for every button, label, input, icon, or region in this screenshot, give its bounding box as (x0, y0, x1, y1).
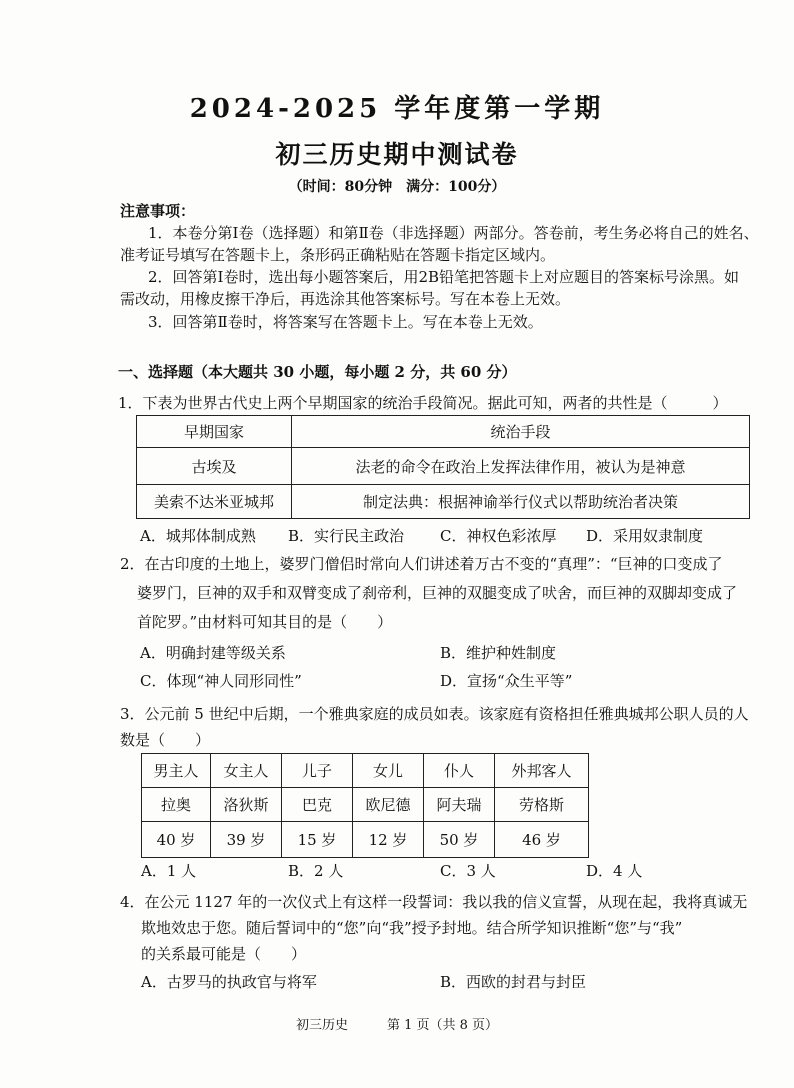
table-cell: 阿夫瑞 (424, 788, 495, 822)
notice-heading: 注意事项： (120, 202, 196, 220)
table-cell: 39 岁 (211, 822, 282, 858)
exam-subtitle: 初三历史期中测试卷 (275, 140, 519, 169)
table-cell: 拉奥 (142, 788, 211, 822)
option-d: D．4 人 (586, 862, 643, 880)
q3-table (141, 753, 589, 858)
option-a: A．城邦体制成熟 (140, 527, 256, 545)
question-line: 数是（ ） (120, 731, 211, 749)
table-cell: 外邦客人 (495, 754, 589, 788)
question-line: 4．在公元 1127 年的一次仪式上有这样一段誓词：我以我的信义宣誓，从现在起，我将真诚无 (120, 893, 748, 911)
option-b: B．实行民主政治 (288, 527, 405, 545)
table-cell: 法老的命令在政治上发挥法律作用，被认为是神意 (292, 448, 750, 485)
question-line: 的关系最可能是（ ） (141, 945, 307, 963)
exam-title: 2024-2025 学年度第一学期 (189, 94, 605, 124)
table-cell: 儿子 (282, 754, 353, 788)
option-b: B．2 人 (288, 862, 344, 880)
option-a: A．1 人 (141, 862, 197, 880)
question-line: 2．在古印度的土地上，婆罗门僧侣时常向人们讲述着万古不变的“真理”：“巨神的口变成了 (120, 555, 723, 573)
table-cell: 12 岁 (353, 822, 424, 858)
table-cell: 欧尼德 (353, 788, 424, 822)
table-cell: 巴克 (282, 788, 353, 822)
table-cell: 女儿 (353, 754, 424, 788)
q1-table (136, 415, 750, 519)
table-cell: 制定法典：根据神谕举行仪式以帮助统治者决策 (292, 485, 750, 519)
option-a: A．明确封建等级关系 (140, 644, 286, 662)
notice-line: 需改动，用橡皮擦干净后，再选涂其他答案标号。写在本卷上无效。 (120, 290, 571, 308)
option-d: D．宣扬“众生平等” (440, 672, 573, 690)
notice-line: 2．回答第Ⅰ卷时，选出每小题答案后，用2B铅笔把答题卡上对应题目的答案标号涂黑。如 (148, 268, 740, 286)
table-header: 早期国家 (137, 416, 292, 448)
table-cell: 46 岁 (495, 822, 589, 858)
option-b: B．西欧的封君与封臣 (440, 973, 587, 991)
option-c: C．3 人 (440, 862, 496, 880)
page-footer: 初三历史 第 1 页（共 8 页） (295, 1018, 499, 1033)
question-line: 婆罗门，巨神的双手和双臂变成了刹帝利，巨神的双腿变成了吠舍，而巨神的双脚却变成了 (137, 584, 738, 602)
question-line: 3．公元前 5 世纪中后期，一个雅典家庭的成员如表。该家庭有资格担任雅典城邦公职人员的人 (120, 705, 749, 723)
option-d: D．采用奴隶制度 (586, 527, 704, 545)
question-stem: 1．下表为世界古代史上两个早期国家的统治手段简况。据此可知，两者的共性是（ ） (118, 394, 728, 412)
table-cell: 洛狄斯 (211, 788, 282, 822)
exam-meta: （时间：80分钟 满分：100分） (288, 179, 506, 195)
table-cell: 仆人 (424, 754, 495, 788)
question-line: 欺地效忠于您。随后誓词中的“您”向“我”授予封地。结合所学知识推断“您”与“我” (141, 919, 683, 937)
table-cell: 古埃及 (137, 448, 292, 485)
table-cell: 劳格斯 (495, 788, 589, 822)
option-a: A．古罗马的执政官与将军 (141, 973, 317, 991)
table-cell: 美索不达米亚城邦 (137, 485, 292, 519)
question-line: 首陀罗。”由材料可知其目的是（ ） (137, 613, 393, 631)
option-c: C．神权色彩浓厚 (440, 527, 557, 545)
table-cell: 50 岁 (424, 822, 495, 858)
notice-line: 准考证号填写在答题卡上，条形码正确粘贴在答题卡指定区域内。 (120, 246, 556, 264)
table-cell: 男主人 (142, 754, 211, 788)
notice-line: 1．本卷分第Ⅰ卷（选择题）和第Ⅱ卷（非选择题）两部分。答卷前，考生务必将自己的姓名、 (148, 224, 759, 242)
table-cell: 女主人 (211, 754, 282, 788)
section-heading: 一、选择题（本大题共 30 小题，每小题 2 分，共 60 分） (118, 363, 517, 381)
option-c: C．体现“神人同形同性” (140, 672, 302, 690)
table-cell: 15 岁 (282, 822, 353, 858)
table-header: 统治手段 (292, 416, 750, 448)
table-cell: 40 岁 (142, 822, 211, 858)
notice-line: 3．回答第Ⅱ卷时，将答案写在答题卡上。写在本卷上无效。 (148, 313, 543, 331)
option-b: B．维护种姓制度 (440, 644, 557, 662)
